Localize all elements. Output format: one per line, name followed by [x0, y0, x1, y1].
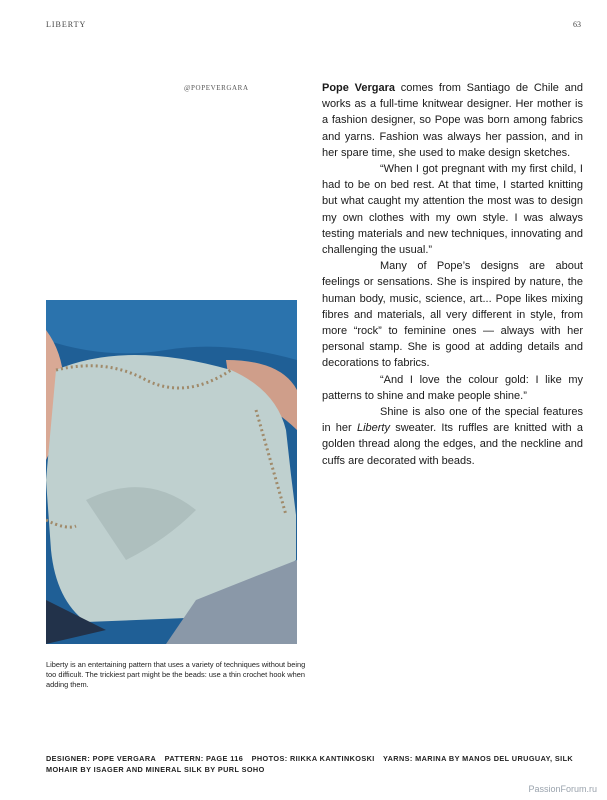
credit-photos: PHOTOS: RIIKKA KANTINKOSKI: [251, 754, 375, 763]
photo-caption: Liberty is an entertaining pattern that uses a variety of techniques without being too difficult. The trickiest part might be the beads: use a thin crochet hook when adding them.: [46, 660, 306, 689]
running-head: LIBERTY: [46, 20, 87, 29]
credit-pattern: PATTERN: PAGE 116: [164, 754, 244, 763]
article-paragraph-5: [322, 404, 583, 469]
page-number: 63: [573, 20, 581, 29]
sweater-illustration: [46, 300, 297, 644]
article-body: [322, 80, 583, 469]
credit-yarns: YARNS: MARINA BY MANOS DEL URUGUAY, SILK MOHAIR BY ISAGER AND MINERAL SILK BY PURL SOHO: [46, 754, 574, 774]
designer-name: Pope Vergara: [322, 82, 396, 94]
paragraph-5-text-b: sweater. Its ruffles are knitted with a golden thread along the edges, and the neckline and cuffs are decorated with beads.: [322, 422, 583, 467]
article-paragraph-4: “And I love the colour gold: I like my patterns to shine and make people shine.”: [322, 373, 583, 402]
sweater-photo: [46, 300, 297, 644]
watermark: PassionForum.ru: [528, 784, 597, 794]
article-paragraph-2: “When I got pregnant with my first child, I had to be on bed rest. At that time, I started knitting but what caught my attention the most was to design my own clothes with my own style. I was always testing materials and new techniques, innovating and challenging the usual.”: [322, 163, 583, 257]
article-paragraph-1: [322, 80, 583, 161]
article-paragraph-3: Many of Pope’s designs are about feelings or sensations. She is inspired by nature, the human body, music, science, art... Pope likes mixing fibres and materials, all very different in style, from more “rock” to feminine ones — always with her personal stamp. She is good at adding details and decorations to fabrics.: [322, 260, 583, 370]
paragraph-1-text: comes from Santiago de Chile and works as a full-time knitwear designer. Her mother is a fashion designer, so Pope was born among fabrics and yarns. Fashion was always her passion, and in her spare time, she used to make design sketches.: [322, 82, 583, 159]
photo-credit-handle: @POPEVERGARA: [184, 84, 249, 92]
paragraph-5-text-a: Shine is also one of the special features in her: [322, 406, 583, 435]
pattern-name: Liberty: [356, 422, 390, 435]
credit-designer: DESIGNER: POPE VERGARA: [46, 754, 157, 763]
footer-credits: [46, 753, 591, 775]
